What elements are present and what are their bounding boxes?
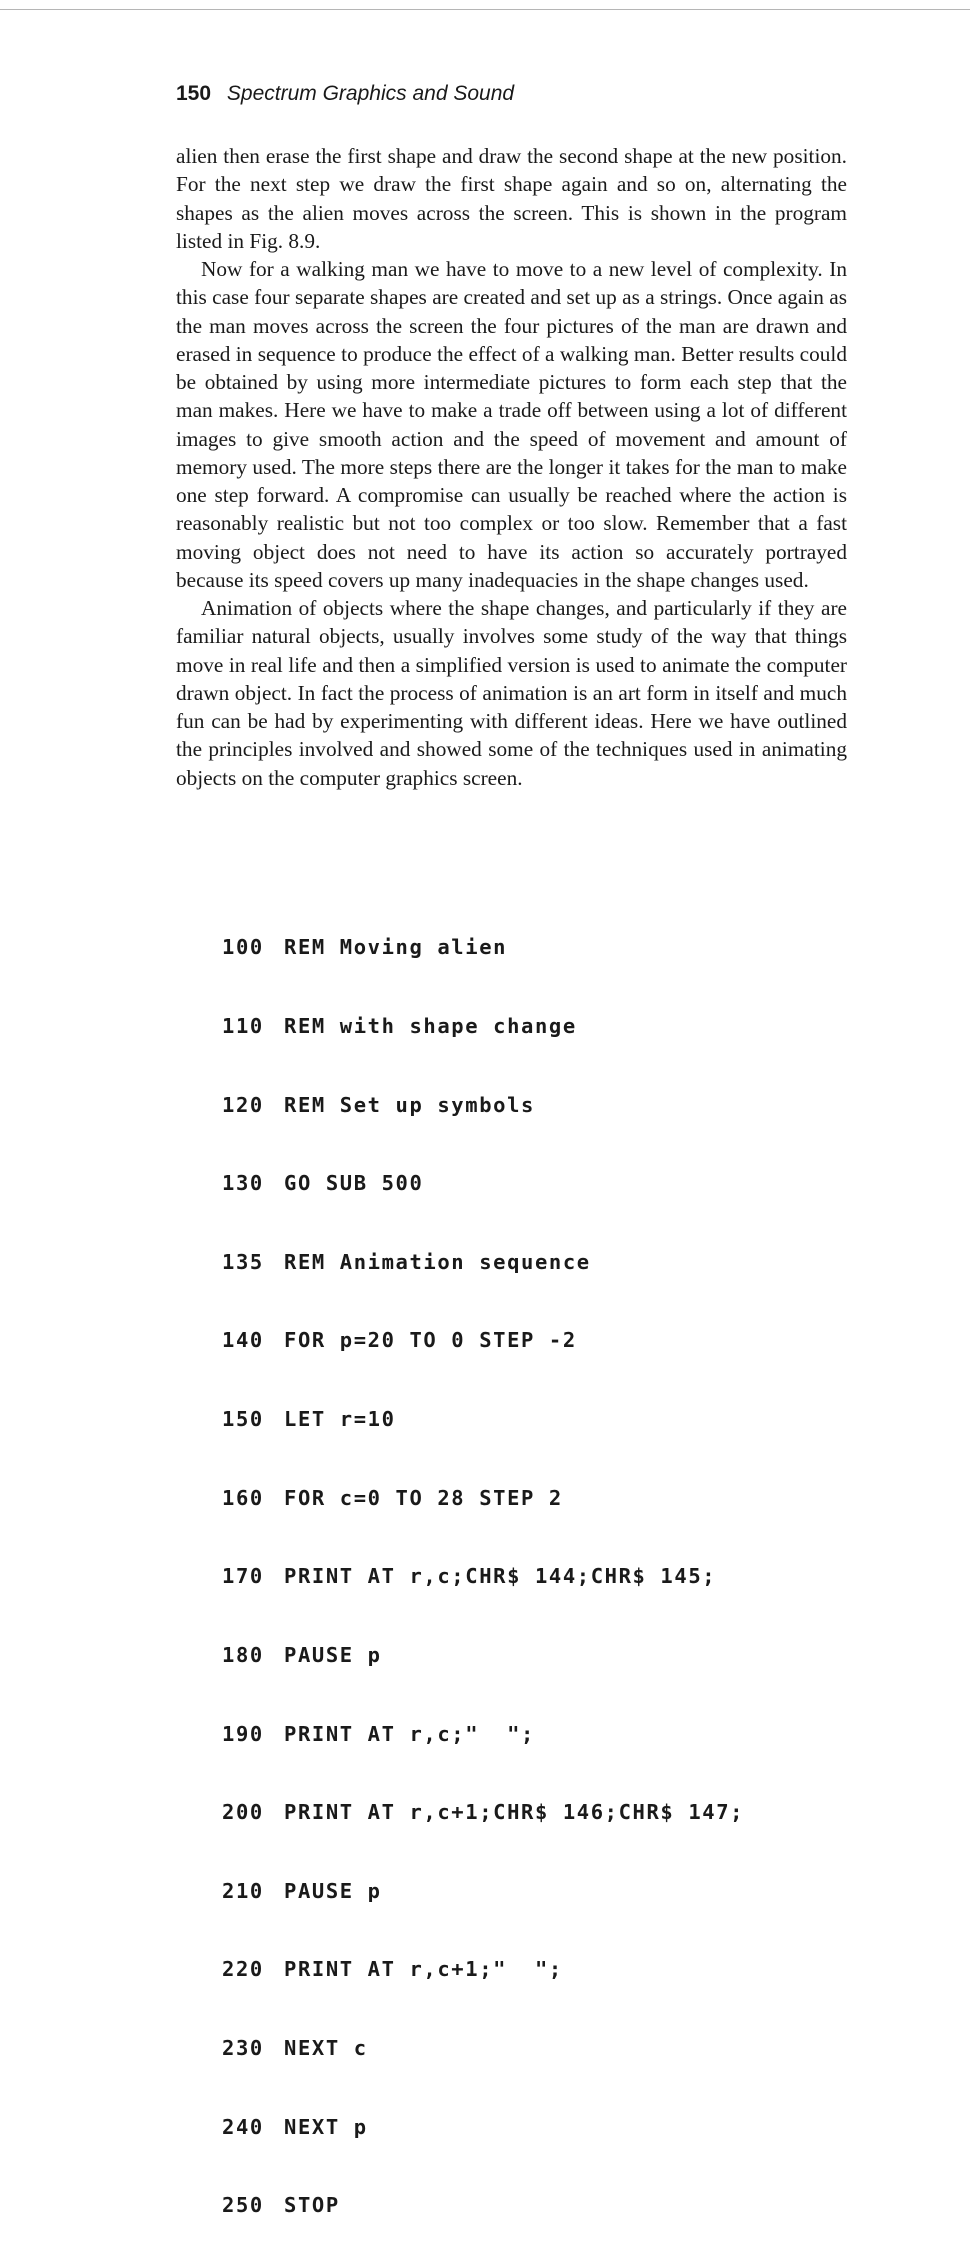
code-line: [222, 1249, 842, 1275]
line-number: 110: [222, 1014, 264, 1039]
code-line: [222, 1642, 842, 1668]
line-number: 220: [222, 1957, 264, 1982]
body-text: [176, 142, 847, 792]
code-statement: NEXT p: [284, 2114, 368, 2139]
code-statement: STOP: [284, 2193, 340, 2218]
code-statement: LET r=10: [284, 1407, 396, 1432]
running-title: Spectrum Graphics and Sound: [226, 82, 515, 105]
line-number: 160: [222, 1485, 264, 1510]
line-number: 200: [222, 1800, 264, 1825]
program-listing: [222, 882, 842, 2245]
code-line: [222, 934, 842, 960]
code-statement: FOR p=20 TO 0 STEP -2: [284, 1328, 577, 1353]
page-header: [176, 82, 514, 106]
line-number: 140: [222, 1328, 264, 1353]
line-number: 250: [222, 2193, 264, 2218]
code-statement: NEXT c: [284, 2035, 368, 2060]
line-number: 190: [222, 1721, 264, 1746]
page-number: 150: [176, 82, 212, 105]
line-number: 180: [222, 1642, 264, 1667]
line-number: 150: [222, 1407, 264, 1432]
code-statement: REM Set up symbols: [284, 1092, 535, 1117]
code-line: [222, 1878, 842, 1904]
code-statement: REM Moving alien: [284, 935, 508, 960]
line-number: 130: [222, 1171, 264, 1196]
line-number: 230: [222, 2035, 264, 2060]
code-line: [222, 1799, 842, 1825]
code-line: [222, 1406, 842, 1432]
code-line: [222, 1721, 842, 1747]
paragraph: Now for a walking man we have to move to a new level of complexity. In this case four separate shapes are created and set up as a strings. Once again as the man moves across the screen the four pictures of the man are drawn and erased in sequence to produce the effect of a walking man. Better results could be obtained by using more intermediate pictures to form each step that the man makes. Here we have to make a trade off between using a lot of different images to give smooth action and the speed of movement and amount of memory used. The more steps there are the longer it takes for the man to make one step forward. A compromise can usually be reached where the action is reasonably realistic but not too complex or too slow. Remember that a fast moving object does not need to have its action so accurately portrayed because its speed covers up many inadequacies in the shape changes used.: [176, 257, 847, 592]
code-statement: PAUSE p: [284, 1878, 382, 1903]
code-statement: PRINT AT r,c;" ";: [284, 1721, 535, 1746]
code-statement: PAUSE p: [284, 1642, 382, 1667]
code-statement: PRINT AT r,c+1;" ";: [284, 1957, 563, 1982]
code-statement: REM with shape change: [284, 1014, 577, 1039]
code-statement: PRINT AT r,c+1;CHR$ 146;CHR$ 147;: [284, 1800, 745, 1825]
code-line: [222, 2192, 842, 2218]
code-statement: FOR c=0 TO 28 STEP 2: [284, 1485, 563, 1510]
line-number: 135: [222, 1249, 264, 1274]
line-number: 100: [222, 935, 264, 960]
code-line: [222, 1092, 842, 1118]
line-number: 210: [222, 1878, 264, 1903]
line-number: 240: [222, 2114, 264, 2139]
code-line: [222, 1563, 842, 1589]
code-line: [222, 1485, 842, 1511]
paragraph: alien then erase the first shape and draw the second shape at the new position. For the next step we draw the first shape again and so on, alternating the shapes as the alien moves across the screen. This is shown in the program listed in Fig. 8.9.: [176, 144, 847, 253]
line-number: 120: [222, 1092, 264, 1117]
code-line: [222, 1170, 842, 1196]
paragraph: Animation of objects where the shape changes, and particularly if they are familiar natural objects, usually involves some study of the way that things move in real life and then a simplified version is used to animate the computer drawn object. In fact the process of animation is an art form in itself and much fun can be had by experimenting with different ideas. Here we have outlined the principles involved and showed some of the techniques used in animating objects on the computer graphics screen.: [176, 596, 847, 790]
code-line: [222, 1956, 842, 1982]
code-line: [222, 1327, 842, 1353]
code-line: [222, 2114, 842, 2140]
top-border-rule: [0, 9, 970, 10]
code-line: [222, 1013, 842, 1039]
code-statement: PRINT AT r,c;CHR$ 144;CHR$ 145;: [284, 1564, 717, 1589]
line-number: 170: [222, 1564, 264, 1589]
code-line: [222, 2035, 842, 2061]
code-statement: REM Animation sequence: [284, 1249, 591, 1274]
code-statement: GO SUB 500: [284, 1171, 424, 1196]
